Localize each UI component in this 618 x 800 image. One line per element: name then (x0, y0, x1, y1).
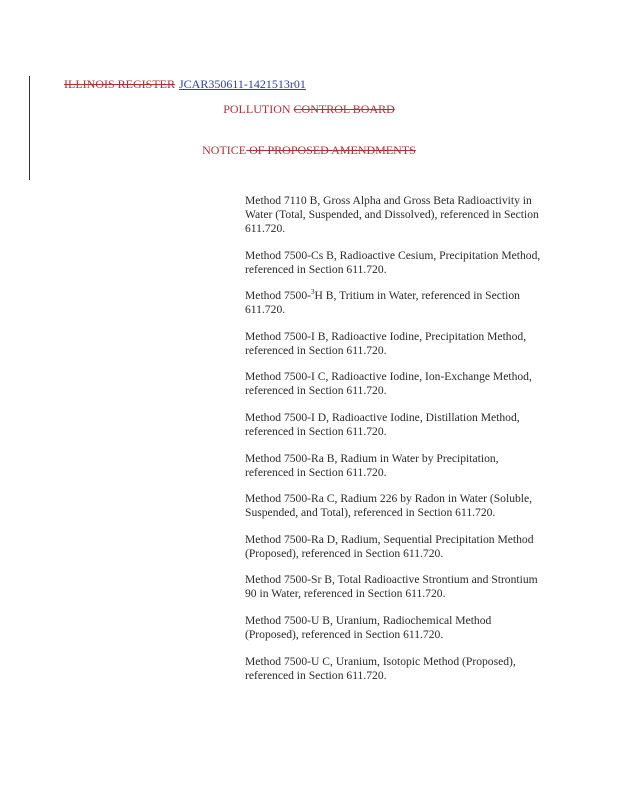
notice-heading-prefix: NOTICE (202, 143, 247, 157)
method-entry: Method 7500-U C, Uranium, Isotopic Method (Proposed), referenced in Section 611.720. (245, 654, 516, 682)
method-entry (245, 289, 545, 317)
method-entry: Method 7500-I D, Radioactive Iodine, Distillation Method, referenced in Section 611.720. (245, 410, 520, 438)
method-entry: Method 7500-Ra C, Radium 226 by Radon in Water (Soluble, Suspended, and Total), referenced in Section 611.720. (245, 492, 533, 520)
method-entry: Method 7500-Cs B, Radioactive Cesium, Precipitation Method, referenced in Section 611.720. (245, 248, 541, 276)
method-entry: Method 7500-Ra D, Radium, Sequential Precipitation Method (Proposed), referenced in Section 611.720. (245, 532, 534, 560)
method-list (245, 194, 545, 695)
method-entry-post: H B, Tritium in Water, referenced in Section 611.720. (245, 289, 520, 317)
method-entry-pre: Method 7500- (245, 289, 312, 303)
revision-margin-bar (29, 76, 30, 180)
board-heading-prefix: POLLUTION (223, 102, 294, 116)
method-entry: Method 7500-Ra B, Radium in Water by Precipitation, referenced in Section 611.720. (245, 451, 499, 479)
method-entry: Method 7500-Sr B, Total Radioactive Strontium and Strontium 90 in Water, referenced in Section 611.720. (245, 573, 538, 601)
method-entry: Method 7500-I B, Radioactive Iodine, Precipitation Method, referenced in Section 611.720. (245, 329, 527, 357)
notice-heading (0, 143, 618, 158)
method-entry: Method 7500-I C, Radioactive Iodine, Ion-Exchange Method, referenced in Section 611.720. (245, 370, 532, 398)
method-entry-superscript: 3 (311, 288, 315, 297)
method-entry: Method 7500-U B, Uranium, Radiochemical Method (Proposed), referenced in Section 611.720. (245, 613, 492, 641)
method-entry: Method 7110 B, Gross Alpha and Gross Beta Radioactivity in Water (Total, Suspended, and Dissolved), referenced in Section 611.720. (245, 194, 539, 235)
register-title-deleted: ILLINOIS REGISTER (64, 77, 175, 91)
jcar-identifier: JCAR350611-1421513r01 (179, 77, 306, 91)
board-heading (0, 102, 618, 117)
board-heading-deleted: CONTROL BOARD (293, 102, 395, 116)
notice-heading-deleted: OF PROPOSED AMENDMENTS (246, 143, 416, 157)
register-header (64, 77, 306, 92)
